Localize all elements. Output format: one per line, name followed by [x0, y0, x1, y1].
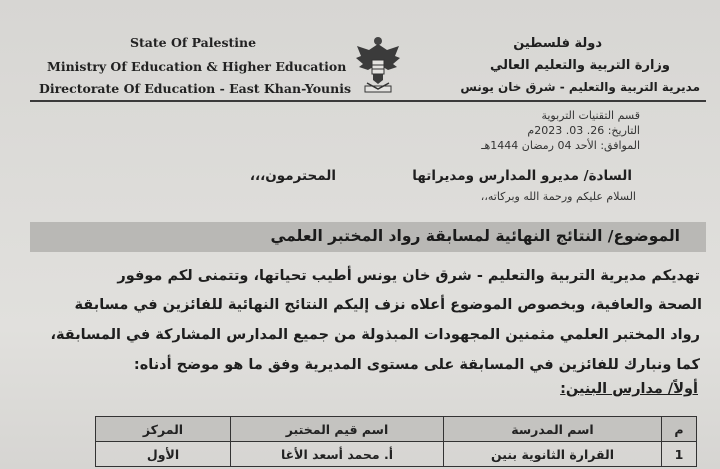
table-header-row [96, 417, 697, 442]
table-row [96, 442, 697, 467]
hijri-date-line: الموافق: الأحد 04 رمضان 1444هـ [481, 139, 640, 152]
section-heading: أولاً/ مدارس البنين: [560, 381, 698, 397]
col-header-rank: المركز [96, 417, 231, 442]
honorific: المحترمون،،، [249, 168, 336, 184]
department-label: قسم التقنيات التربوية [541, 109, 640, 122]
cell-rank: الأول [96, 442, 231, 467]
header-ar-state: دولة فلسطين [513, 36, 602, 51]
col-header-index: م [662, 417, 697, 442]
results-table [95, 416, 697, 467]
cell-school: القرارة الثانوية بنين [444, 442, 662, 467]
palestine-eagle-emblem-icon [355, 34, 401, 96]
greeting: السلام عليكم ورحمة الله وبركاته،، [480, 190, 636, 203]
header-en-directorate: Directorate Of Education - East Khan-Younis [39, 81, 352, 96]
subject-line: الموضوع/ النتائج النهائية لمسابقة رواد المختبر العلمي [270, 227, 680, 245]
body-line-4: كما ونبارك للفائزين في المسابقة على مستوى المديرية وفق ما هو موضح أدناه: [133, 357, 700, 373]
header-en-state: State Of Palestine [130, 35, 257, 50]
cell-lab-keeper: أ. محمد أسعد الأغا [231, 442, 444, 467]
addressee: السادة/ مديرو المدارس ومديراتها [412, 168, 632, 184]
body-line-3: رواد المختبر العلمي مثمنين المجهودات المبذولة من جميع المدارس المشاركة في المسابقة، [50, 327, 700, 343]
cell-index: 1 [662, 442, 697, 467]
body-line-1: تهديكم مديرية التربية والتعليم - شرق خان يونس أطيب تحياتها، وتتمنى لكم موفور [117, 268, 700, 284]
header-en-ministry: Ministry Of Education & Higher Education [47, 59, 347, 74]
body-line-2: الصحة والعافية، وبخصوص الموضوع أعلاه نزف إليكم النتائج النهائية للفائزين في مسابقة [74, 297, 702, 313]
date-line: التاريخ: 26. 03. 2023م [527, 124, 640, 137]
col-header-lab-keeper: اسم قيم المختبر [231, 417, 444, 442]
col-header-school: اسم المدرسة [444, 417, 662, 442]
header-divider [30, 100, 706, 102]
header-ar-directorate: مديرية التربية والتعليم - شرق خان يونس [460, 80, 700, 94]
header-ar-ministry: وزارة التربية والتعليم العالي [489, 58, 670, 73]
